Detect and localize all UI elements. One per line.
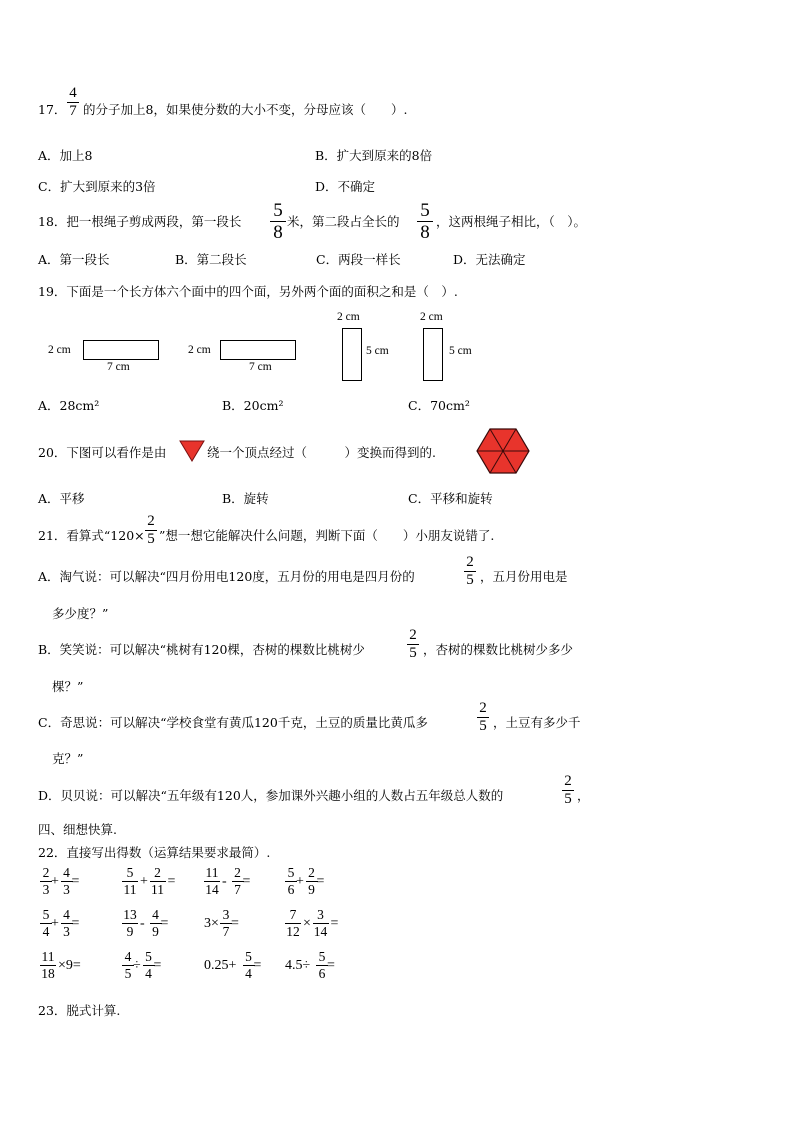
q17-number: 17． xyxy=(38,102,67,117)
expression-text: + xyxy=(51,916,59,931)
triangle-icon xyxy=(179,439,205,463)
expression-text: = xyxy=(167,874,176,889)
fraction: 2 7 xyxy=(232,866,244,896)
expression-text: = xyxy=(153,958,162,973)
q19-stem: 19．下面是一个长方体六个面中的四个面，另外两个面的面积之和是（ ）. xyxy=(38,284,458,299)
q21-option-c-line1-end: ，土豆有多少千 xyxy=(493,715,581,730)
q19-fig3-top-label: 2 cm xyxy=(337,311,360,323)
hexagon-figure xyxy=(476,427,530,475)
expression-text: = xyxy=(253,958,262,973)
fraction: 11 18 xyxy=(41,949,55,981)
q18-fraction-1: 5 8 xyxy=(270,201,286,242)
expression-text: ×9= xyxy=(58,958,81,973)
q21-fraction: 2 5 xyxy=(145,514,157,547)
fraction: 4 3 xyxy=(61,866,73,896)
q19-fig1-height-label: 2 cm xyxy=(48,344,71,356)
q18-option-b: B．第二段长 xyxy=(175,252,247,267)
q19-fig3-rectangle xyxy=(342,328,362,381)
q20-option-b: B．旋转 xyxy=(222,491,269,506)
q18-option-c: C．两段一样长 xyxy=(316,252,401,267)
q19-option-c: C．70cm² xyxy=(408,398,470,413)
fraction: 2 3 xyxy=(40,866,52,896)
expression-text: 4.5÷ xyxy=(285,958,311,973)
expression-text: = xyxy=(330,916,339,931)
q19-option-a: A．28cm² xyxy=(38,398,100,413)
q21-option-b-line2: 棵？” xyxy=(52,679,84,694)
q21-stem-end: ”想一想它能解决什么问题，判断下面（ ）小朋友说错了. xyxy=(159,528,495,543)
q17-stem: 的分子加上8，如果使分数的大小不变，分母应该（ ）. xyxy=(83,102,408,117)
q17-option-a: A．加上8 xyxy=(38,148,93,163)
fraction: 7 12 xyxy=(286,907,300,939)
fraction: 2 9 xyxy=(306,866,318,896)
q19-fig4-side-label: 5 cm xyxy=(449,345,472,357)
fraction: 11 14 xyxy=(205,865,219,897)
fraction: 5 4 xyxy=(243,950,255,980)
expression-text: = xyxy=(231,916,239,931)
expression-text: ÷ xyxy=(133,958,141,973)
q21-option-a-line1: A．淘气说：可以解决“四月份用电120度，五月份的用电是四月份的 xyxy=(38,569,415,584)
q18-stem-mid: 米，第二段占全长的 xyxy=(287,214,400,229)
q18-stem-start: 18．把一根绳子剪成两段，第一段长 xyxy=(38,214,242,229)
q19-fig3-side-label: 5 cm xyxy=(366,345,389,357)
q17-option-b: B．扩大到原来的8倍 xyxy=(315,148,433,163)
expression-text: - xyxy=(222,874,227,889)
fraction: 3 14 xyxy=(313,907,328,939)
q19-fig4-top-label: 2 cm xyxy=(420,311,443,323)
fraction: 13 9 xyxy=(123,907,137,939)
q19-option-b: B．20cm² xyxy=(222,398,284,413)
q18-option-a: A．第一段长 xyxy=(38,252,110,267)
q21-option-d-line1-end: ， xyxy=(577,788,590,803)
fraction: 5 4 xyxy=(40,908,52,938)
q20-stem-end: 绕一个顶点经过（ ）变换而得到的. xyxy=(207,445,436,460)
expression-text: + xyxy=(296,874,304,889)
q21-option-a-line1-end: ，五月份用电是 xyxy=(480,569,568,584)
fraction: 5 6 xyxy=(316,950,328,980)
fraction: 4 5 xyxy=(122,950,134,980)
q21-option-b-line1-end: ，杏树的棵数比桃树少多少 xyxy=(423,642,574,657)
q18-stem-end: ，这两根绳子相比，（ ）。 xyxy=(436,214,587,229)
q20-stem-start: 20．下图可以看作是由 xyxy=(38,445,167,460)
q17-option-d: D．不确定 xyxy=(315,179,376,194)
q22-stem: 22．直接写出得数（运算结果要求最简）. xyxy=(38,845,271,860)
q17-fraction: 4 7 xyxy=(67,86,79,119)
expression-text: = xyxy=(160,916,169,931)
fraction: 5 4 xyxy=(143,950,155,980)
q19-fig2-height-label: 2 cm xyxy=(188,344,211,356)
q20-option-c: C．平移和旋转 xyxy=(408,491,493,506)
q18-option-d: D．无法确定 xyxy=(453,252,526,267)
expression-text: = xyxy=(327,958,335,973)
q19-fig2-width-label: 7 cm xyxy=(249,361,272,373)
expression-text: = xyxy=(316,874,325,889)
q21-option-d-line1: D．贝贝说：可以解决“五年级有120人，参加课外兴趣小组的人数占五年级总人数的 xyxy=(38,788,504,803)
expression-text: 0.25+ xyxy=(204,958,237,973)
expression-text: = xyxy=(71,874,80,889)
expression-text: × xyxy=(303,916,311,931)
q21-option-c-line1: C．奇思说：可以解决“学校食堂有黄瓜120千克，土豆的质量比黄瓜多 xyxy=(38,715,428,730)
q17-option-c: C．扩大到原来的3倍 xyxy=(38,179,156,194)
fraction: 4 3 xyxy=(61,908,73,938)
expression-text: - xyxy=(140,916,145,931)
q21-option-c-line2: 克？” xyxy=(52,751,84,766)
q21-option-a-line2: 多少度？” xyxy=(52,606,109,621)
fraction: 5 6 xyxy=(285,866,297,896)
q21-option-b-fraction: 2 5 xyxy=(407,628,419,661)
q19-fig1-width-label: 7 cm xyxy=(107,361,130,373)
q19-fig4-rectangle xyxy=(423,328,443,381)
q19-fig2-rectangle xyxy=(220,340,296,360)
fraction: 3 7 xyxy=(220,908,232,938)
q18-fraction-2: 5 8 xyxy=(417,201,433,242)
q21-option-c-fraction: 2 5 xyxy=(477,701,489,734)
q23-stem: 23．脱式计算. xyxy=(38,1003,121,1018)
expression-text: + xyxy=(51,874,59,889)
expression-text: = xyxy=(242,874,251,889)
q21-stem-start: 21．看算式“120× xyxy=(38,528,145,543)
expression-text: 3× xyxy=(204,916,219,931)
fraction: 2 11 xyxy=(151,865,164,897)
fraction: 4 9 xyxy=(150,908,162,938)
expression-text: = xyxy=(71,916,80,931)
q20-option-a: A．平移 xyxy=(38,491,85,506)
q21-option-a-fraction: 2 5 xyxy=(464,555,476,588)
q19-fig1-rectangle xyxy=(83,340,159,360)
section-heading: 四、细想快算. xyxy=(38,822,117,837)
q21-option-b-line1: B．笑笑说：可以解决“桃树有120棵，杏树的棵数比桃树少 xyxy=(38,642,365,657)
expression-text: + xyxy=(140,874,148,889)
q21-option-d-fraction: 2 5 xyxy=(562,774,574,807)
fraction: 5 11 xyxy=(123,865,137,897)
